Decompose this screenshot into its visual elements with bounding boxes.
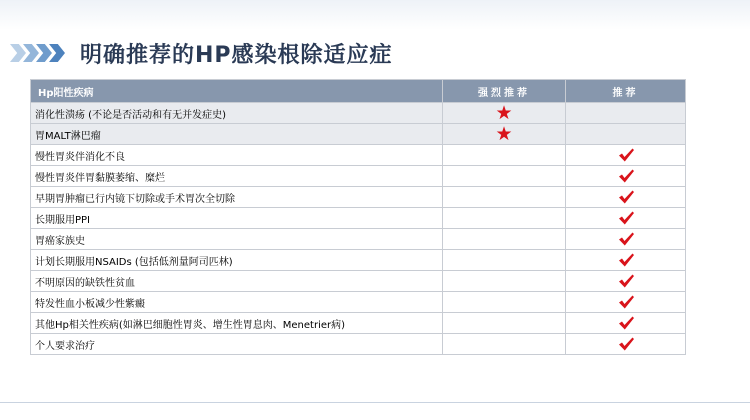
recommended-cell	[566, 250, 686, 271]
strongly-recommended-cell	[443, 187, 566, 208]
condition-cell: 其他Hp相关性疾病(如淋巴细胞性胃炎、增生性胃息肉、Menetrier病)	[31, 313, 443, 334]
recommended-cell	[566, 334, 686, 355]
checkmark-icon	[617, 189, 635, 205]
checkmark-icon	[617, 231, 635, 247]
header-condition: Hp阳性疾病	[31, 80, 443, 103]
table-row	[31, 250, 686, 271]
checkmark-icon	[617, 210, 635, 226]
recommended-cell	[566, 208, 686, 229]
chevron-arrows-icon	[10, 44, 62, 62]
condition-cell: 特发性血小板减少性紫癜	[31, 292, 443, 313]
star-icon: ★	[495, 122, 513, 145]
recommended-cell	[566, 292, 686, 313]
checkmark-icon	[617, 147, 635, 163]
strongly-recommended-cell	[443, 103, 566, 124]
recommended-cell	[566, 166, 686, 187]
condition-cell: 慢性胃炎伴消化不良	[31, 145, 443, 166]
table-header-row	[31, 80, 686, 103]
recommended-cell	[566, 229, 686, 250]
table-row	[31, 145, 686, 166]
condition-cell: 计划长期服用NSAIDs (包括低剂量阿司匹林)	[31, 250, 443, 271]
table-row	[31, 292, 686, 313]
checkmark-icon	[617, 294, 635, 310]
table-row	[31, 208, 686, 229]
strongly-recommended-cell	[443, 229, 566, 250]
footer-divider	[0, 402, 750, 403]
condition-cell: 个人要求治疗	[31, 334, 443, 355]
recommended-cell	[566, 313, 686, 334]
condition-cell: 早期胃肿瘤已行内镜下切除或手术胃次全切除	[31, 187, 443, 208]
strongly-recommended-cell	[443, 166, 566, 187]
recommended-cell	[566, 187, 686, 208]
condition-cell: 不明原因的缺铁性贫血	[31, 271, 443, 292]
table-row	[31, 271, 686, 292]
table-body	[31, 103, 686, 355]
star-icon: ★	[495, 101, 513, 124]
table-row	[31, 334, 686, 355]
checkmark-icon	[617, 273, 635, 289]
table-row	[31, 124, 686, 145]
condition-cell: 胃MALT淋巴瘤	[31, 124, 443, 145]
recommended-cell	[566, 124, 686, 145]
recommended-cell	[566, 103, 686, 124]
strongly-recommended-cell	[443, 124, 566, 145]
checkmark-icon	[617, 252, 635, 268]
strongly-recommended-cell	[443, 292, 566, 313]
header-background	[0, 0, 750, 30]
condition-cell: 长期服用PPI	[31, 208, 443, 229]
checkmark-icon	[617, 168, 635, 184]
title-bar	[10, 36, 393, 70]
table-row	[31, 166, 686, 187]
table-row	[31, 313, 686, 334]
table-row	[31, 229, 686, 250]
header-strongly-recommended: 强烈推荐	[443, 80, 566, 103]
checkmark-icon	[617, 315, 635, 331]
recommended-cell	[566, 145, 686, 166]
strongly-recommended-cell	[443, 145, 566, 166]
strongly-recommended-cell	[443, 334, 566, 355]
condition-cell: 胃癌家族史	[31, 229, 443, 250]
table-row	[31, 187, 686, 208]
strongly-recommended-cell	[443, 208, 566, 229]
header-recommended: 推荐	[566, 80, 686, 103]
indication-table	[30, 79, 686, 355]
page-title: 明确推荐的HP感染根除适应症	[80, 42, 393, 68]
table-row	[31, 103, 686, 124]
condition-cell: 慢性胃炎伴胃黏膜萎缩、糜烂	[31, 166, 443, 187]
strongly-recommended-cell	[443, 313, 566, 334]
strongly-recommended-cell	[443, 250, 566, 271]
recommended-cell	[566, 271, 686, 292]
condition-cell: 消化性溃疡 (不论是否活动和有无并发症史)	[31, 103, 443, 124]
strongly-recommended-cell	[443, 271, 566, 292]
checkmark-icon	[617, 336, 635, 352]
